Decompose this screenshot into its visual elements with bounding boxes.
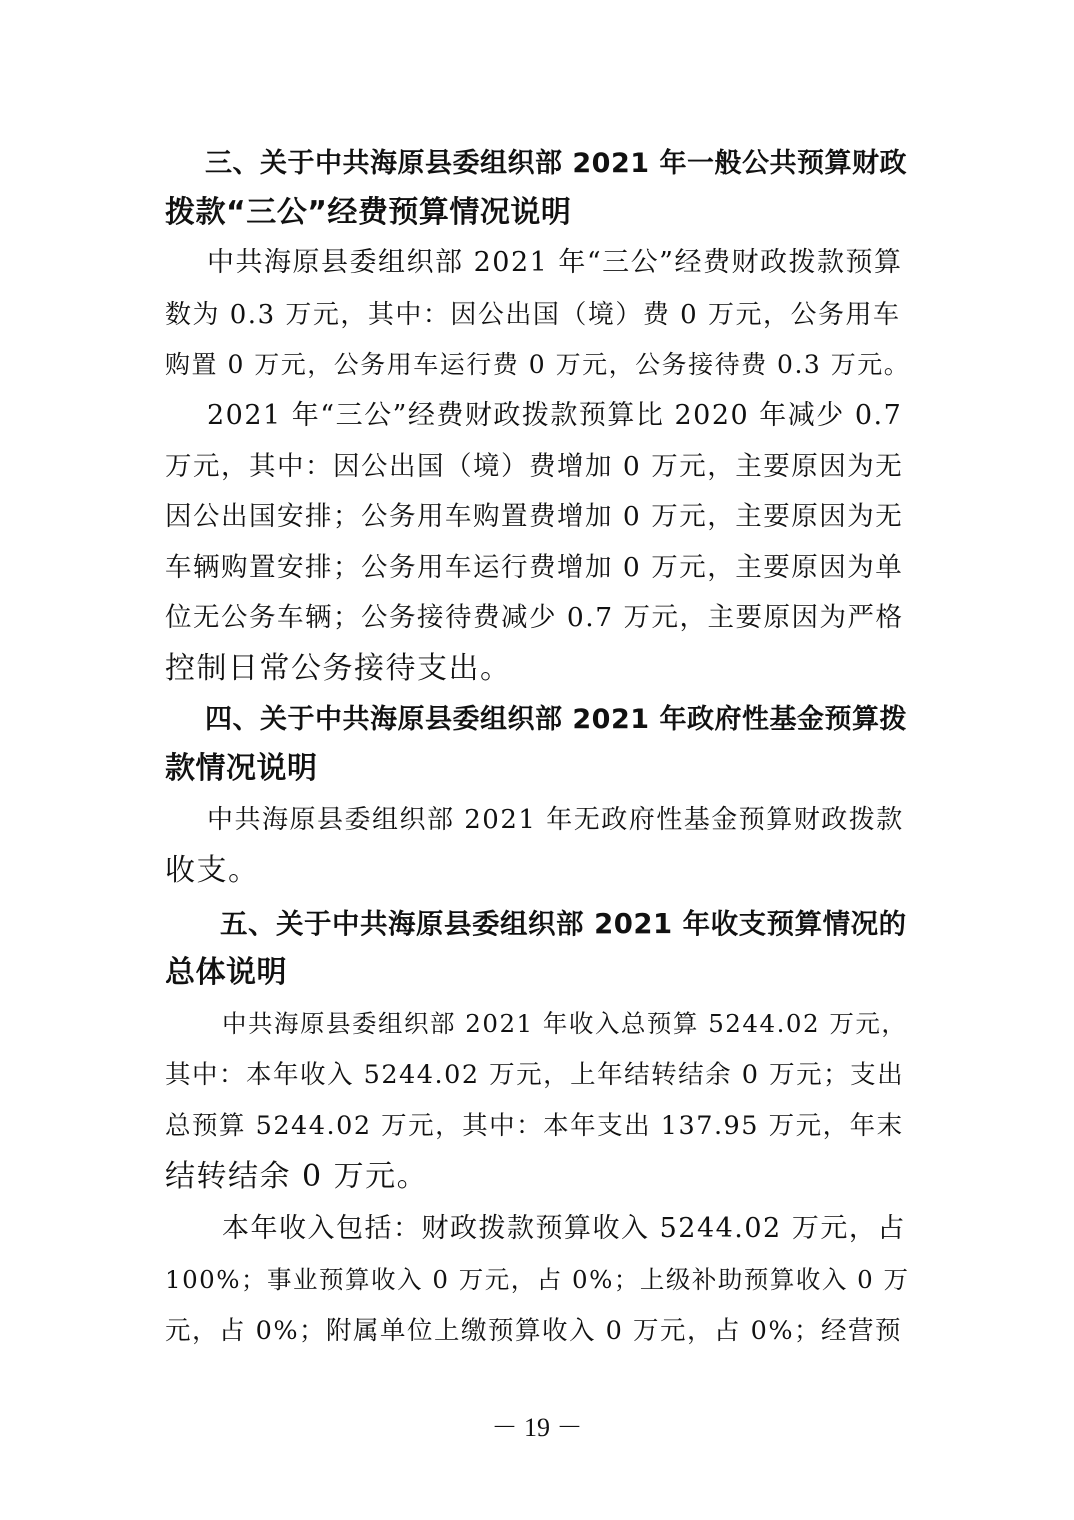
section-5-para-1-line-2: 其中：本年收入 5244.02 万元，上年结转结余 0 万元；支出 xyxy=(165,1060,905,1090)
page-number: － 19 － xyxy=(491,1413,583,1442)
section-3-para-2-line-2: 万元，其中：因公出国（境）费增加 0 万元，主要原因为无 xyxy=(165,451,904,482)
section-5-para-1-line-4: 结转结余 0 万元。 xyxy=(165,1159,429,1194)
section-3-para-2-line-6: 控制日常公务接待支出。 xyxy=(165,651,512,686)
section-3-para-1-line-1: 中共海原县委组织部 2021 年“三公”经费财政拨款预算 xyxy=(207,247,903,278)
section-3-para-2-line-1: 2021 年“三公”经费财政拨款预算比 2020 年减少 0.7 xyxy=(207,400,903,431)
section-3-heading-line-2: 拨款“三公”经费预算情况说明 xyxy=(165,195,572,230)
section-3-para-1-line-2: 数为 0.3 万元，其中：因公出国（境）费 0 万元，公务用车 xyxy=(165,300,901,330)
section-4-heading-line-2: 款情况说明 xyxy=(165,751,318,786)
section-3-para-2-line-3: 因公出国安排；公务用车购置费增加 0 万元，主要原因为无 xyxy=(165,501,904,532)
section-3-para-1-line-3: 购置 0 万元，公务用车运行费 0 万元，公务接待费 0.3 万元。 xyxy=(165,350,911,379)
section-5-para-1-line-3: 总预算 5244.02 万元，其中：本年支出 137.95 万元，年末 xyxy=(165,1111,904,1141)
section-4-para-1-line-2: 收支。 xyxy=(165,853,260,888)
section-4-heading-line-1: 四、关于中共海原县委组织部 2021 年政府性基金预算拨 xyxy=(205,704,907,735)
section-5-para-2-line-1: 本年收入包括：财政拨款预算收入 5244.02 万元，占 xyxy=(222,1213,906,1244)
section-3-para-2-line-5: 位无公务车辆；公务接待费减少 0.7 万元，主要原因为严格 xyxy=(165,602,904,633)
section-3-para-2-line-4: 车辆购置安排；公务用车运行费增加 0 万元，主要原因为单 xyxy=(165,552,904,583)
section-4-para-1-line-1: 中共海原县委组织部 2021 年无政府性基金预算财政拨款 xyxy=(207,805,904,835)
section-5-para-2-line-2: 100%；事业预算收入 0 万元，占 0%；上级补助预算收入 0 万 xyxy=(165,1265,910,1294)
section-5-heading-line-2: 总体说明 xyxy=(165,955,287,990)
section-5-heading-line-1: 五、关于中共海原县委组织部 2021 年收支预算情况的 xyxy=(220,908,907,940)
section-3-heading-line-1: 三、关于中共海原县委组织部 2021 年一般公共预算财政 xyxy=(205,148,907,179)
section-5-para-1-line-1: 中共海原县委组织部 2021 年收入总预算 5244.02 万元， xyxy=(222,1009,908,1038)
section-5-para-2-line-3: 元，占 0%；附属单位上缴预算收入 0 万元，占 0%；经营预 xyxy=(165,1316,903,1346)
